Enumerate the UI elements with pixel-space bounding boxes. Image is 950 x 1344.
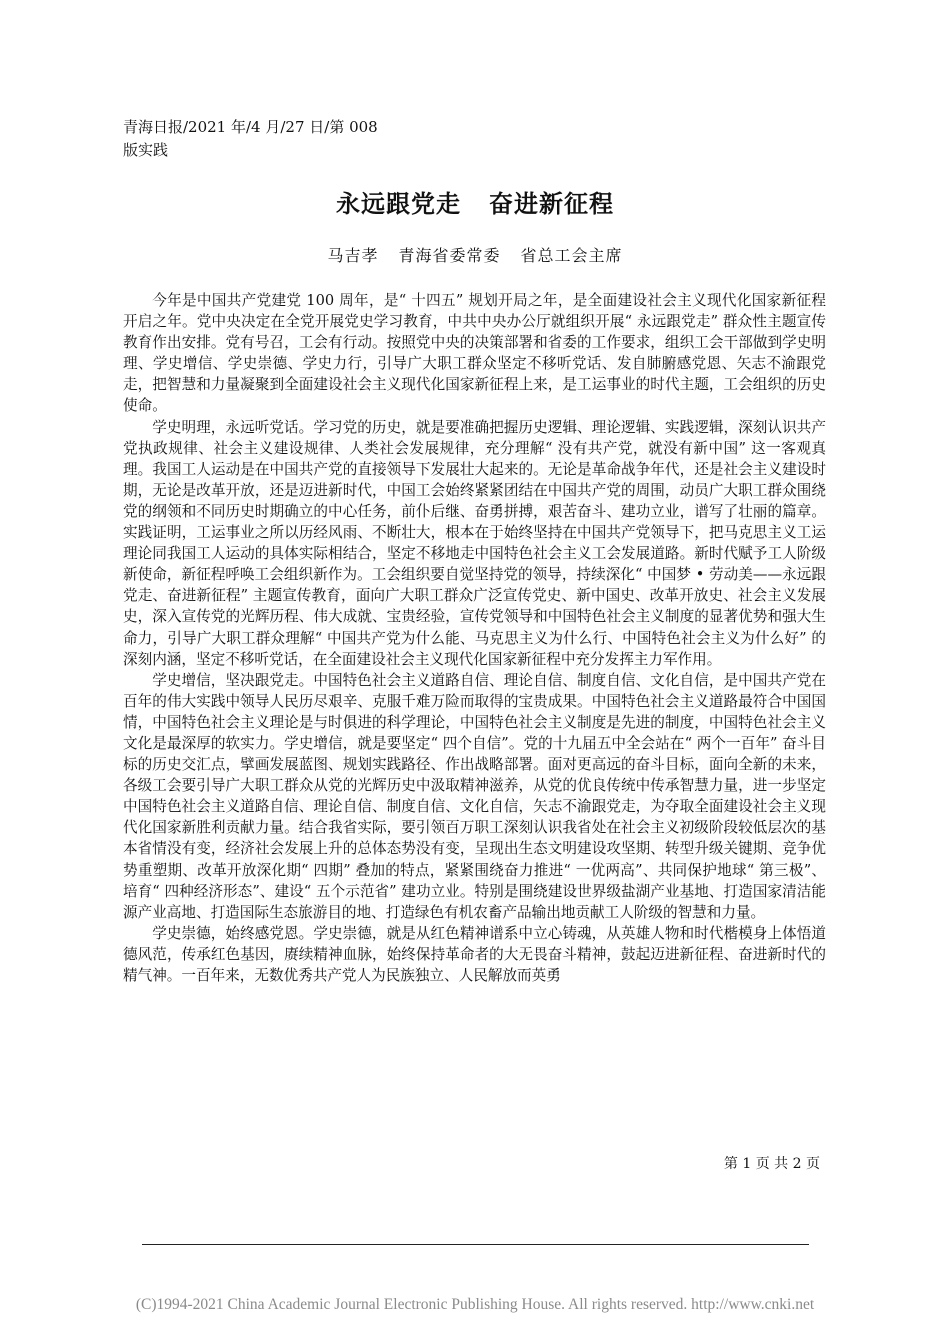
source-citation [123,116,423,162]
body-paragraph-4: 学史崇德，始终感党恩。学史崇德，就是从红色精神谱系中立心铸魂，从英雄人物和时代楷模身上体悟道德风范，传承红色基因，赓续精神血脉，始终保持革命者的大无畏奋斗精神，鼓起迈进新征程、奋进新时代的精气神。一百年来，无数优秀共产党人为民族独立、人民解放而英勇 [123,924,826,984]
article-title [0,184,950,219]
body-paragraph-3: 学史增信，坚决跟党走。中国特色社会主义道路自信、理论自信、制度自信、文化自信，是中国共产党在百年的伟大实践中领导人民历尽艰辛、克服千难万险而取得的宝贵成果。中国特色社会主义道路最符合中国国情，中国特色社会主义理论是与时俱进的科学理论，中国特色社会主义制度是先进的制度，中国特色社会主义文化是最深厚的软实力。学史增信，就是要坚定“ 四个自信”。党的十九届五中全会站在“ 两个一百年” 奋斗目标的历史交汇点，擘画发展蓝图、规划实践路径、作出战略部署。面对更高远的奋斗目标，面向全新的未来，各级工会要引导广大职工群众从党的光辉历史中汲取精神滋养，从党的优良传统中传承智慧力量，进一步坚定中国特色社会主义道路自信、理论自信、制度自信、文化自信，矢志不渝跟党走，为夺取全面建设社会主义现代化国家新胜利贡献力量。结合我省实际，要引领百万职工深刻认识我省处在社会主义初级阶段较低层次的基本省情没有变，经济社会发展上升的总体态势没有变，呈现出生态文明建设攻坚期、转型升级关键期、竞争优势重塑期、改革开放深化期“ 四期” 叠加的特点，紧紧围绕奋力推进“ 一优两高”、共同保护地球“ 第三极”、培育“ 四种经济形态”、建设“ 五个示范省” 建功立业。特别是围绕建设世界级盐湖产业基地、打造国家清洁能源产业高地、打造国际生态旅游目的地、打造绿色有机农畜产品输出地贡献工人阶级的智慧和力量。 [123,671,826,921]
author-title-1: 青海省委常委 [398,246,501,265]
body-paragraph-2: 学史明理，永远听党话。学习党的历史，就是要准确把握历史逻辑、理论逻辑、实践逻辑，深刻认识共产党执政规律、社会主义建设规律、人类社会发展规律，充分理解“ 没有共产党，就没有新中国” 这一客观真理。我国工人运动是在中国共产党的直接领导下发展壮大起来的。无论是革命战争年代，还是社会主义建设时期，无论是改革开放，还是迈进新时代，中国工会始终紧紧团结在中国共产党的周围，动员广大职工群众围绕党的纲领和不同历史时期确立的中心任务，前仆后继、奋勇拼搏，艰苦奋斗、建功立业，谱写了壮丽的篇章。实践证明，工运事业之所以历经风雨、不断壮大，根本在于始终坚持在中国共产党领导下，把马克思主义工运理论同我国工人运动的具体实际相结合，坚定不移地走中国特色社会主义工会发展道路。新时代赋予工人阶级新使命，新征程呼唤工会组织新作为。工会组织要自觉坚持党的领导，持续深化“ 中国梦 • 劳动美——永远跟党走、奋进新征程” 主题宣传教育，面向广大职工群众广泛宣传党史、新中国史、改革开放史、社会主义发展史，深入宣传党的光辉历程、伟大成就、宝贵经验，宣传党领导和中国特色社会主义制度的显著优势和强大生命力，引导广大职工群众理解“ 中国共产党为什么能、马克思主义为什么行、中国特色社会主义为什么好” 的深刻内涵，坚定不移听党话，在全面建设社会主义现代化国家新征程中充分发挥主力军作用。 [123,418,826,668]
article-body [123,290,826,986]
title-part-1: 永远跟党走 [336,190,461,218]
copyright-notice: (C)1994-2021 China Academic Journal Electronic Publishing House. All rights reserved. http://www.cnki.net [135,1296,815,1313]
source-line-1: 青海日报/2021 年/4 月/27 日/第 008 [123,118,378,136]
page-number: 第 1 页 共 2 页 [723,1156,820,1172]
source-line-2: 版实践 [123,141,169,159]
title-part-2: 奋进新征程 [489,190,614,218]
footer-divider [142,1244,809,1245]
author-name: 马吉孝 [327,246,379,265]
author-title-2: 省总工会主席 [520,246,623,265]
author-byline [0,243,950,266]
body-paragraph-1: 今年是中国共产党建党 100 周年，是“ 十四五” 规划开局之年，是全面建设社会主义现代化国家新征程开启之年。党中央决定在全党开展党史学习教育，中共中央办公厅就组织开展“ 永远跟党走” 群众性主题宣传教育作出安排。党有号召，工会有行动。按照党中央的决策部署和省委的工作要求，组织工会干部做到学史明理、学史增信、学史崇德、学史力行，引导广大职工群众坚定不移听党话、发自肺腑感党恩、矢志不渝跟党走，把智慧和力量凝聚到全面建设社会主义现代化国家新征程上来，是工运事业的时代主题，工会组织的历史使命。 [123,292,826,415]
